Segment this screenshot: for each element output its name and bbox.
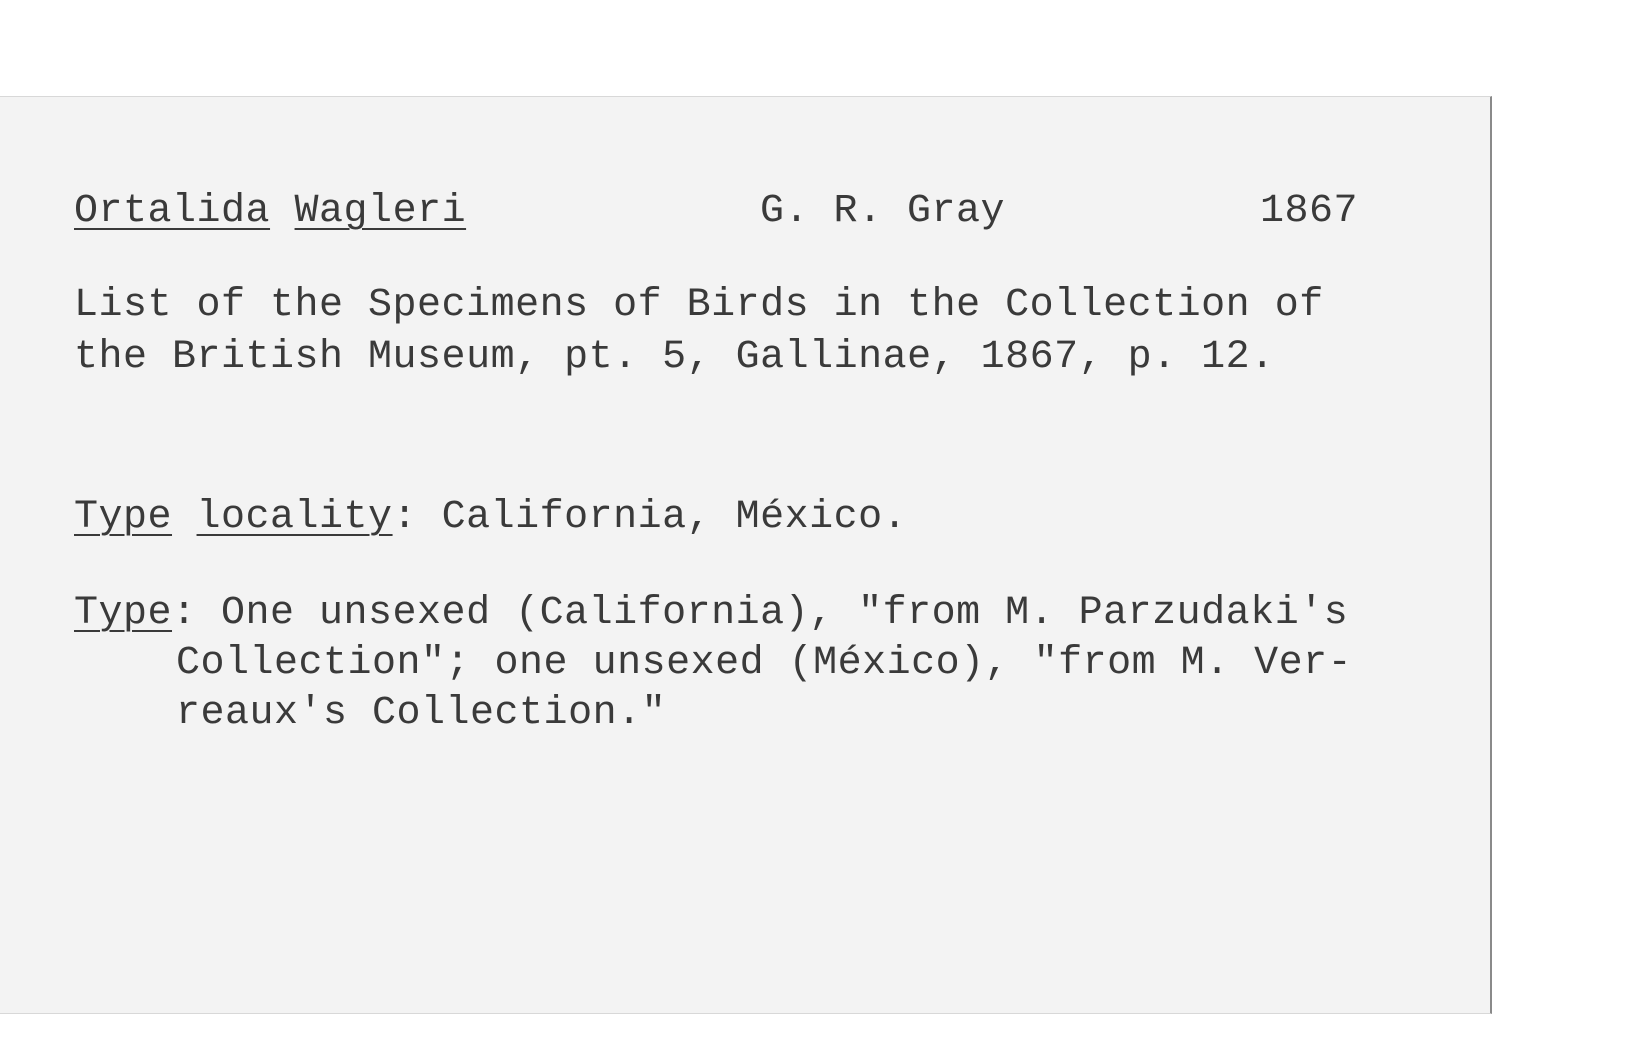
publication-year: 1867	[1260, 189, 1359, 234]
type-line-1-text: : One unsexed (California), "from M. Parzudaki's	[172, 591, 1349, 636]
genus-name: Ortalida	[74, 189, 271, 234]
type-locality-value: California, México.	[417, 495, 908, 540]
citation-line-2: the British Museum, pt. 5, Gallinae, 1867, p. 12.	[74, 335, 1275, 380]
type-locality-label-word2: locality	[196, 495, 393, 540]
type-line-3: reaux's Collection."	[176, 691, 667, 736]
type-locality-line	[74, 495, 907, 540]
type-line-1	[74, 591, 1348, 636]
type-line-2: Collection"; one unsexed (México), "from M. Ver-	[176, 641, 1353, 686]
citation-line-1: List of the Specimens of Birds in the Collection of	[74, 283, 1324, 328]
card-header-name	[74, 189, 466, 234]
species-name: Wagleri	[294, 189, 467, 234]
catalog-card	[0, 96, 1492, 1014]
type-locality-label-word1: Type	[74, 495, 173, 540]
type-label: Type	[74, 591, 173, 636]
author-name: G. R. Gray	[760, 189, 1006, 234]
type-locality-colon: :	[392, 495, 418, 540]
